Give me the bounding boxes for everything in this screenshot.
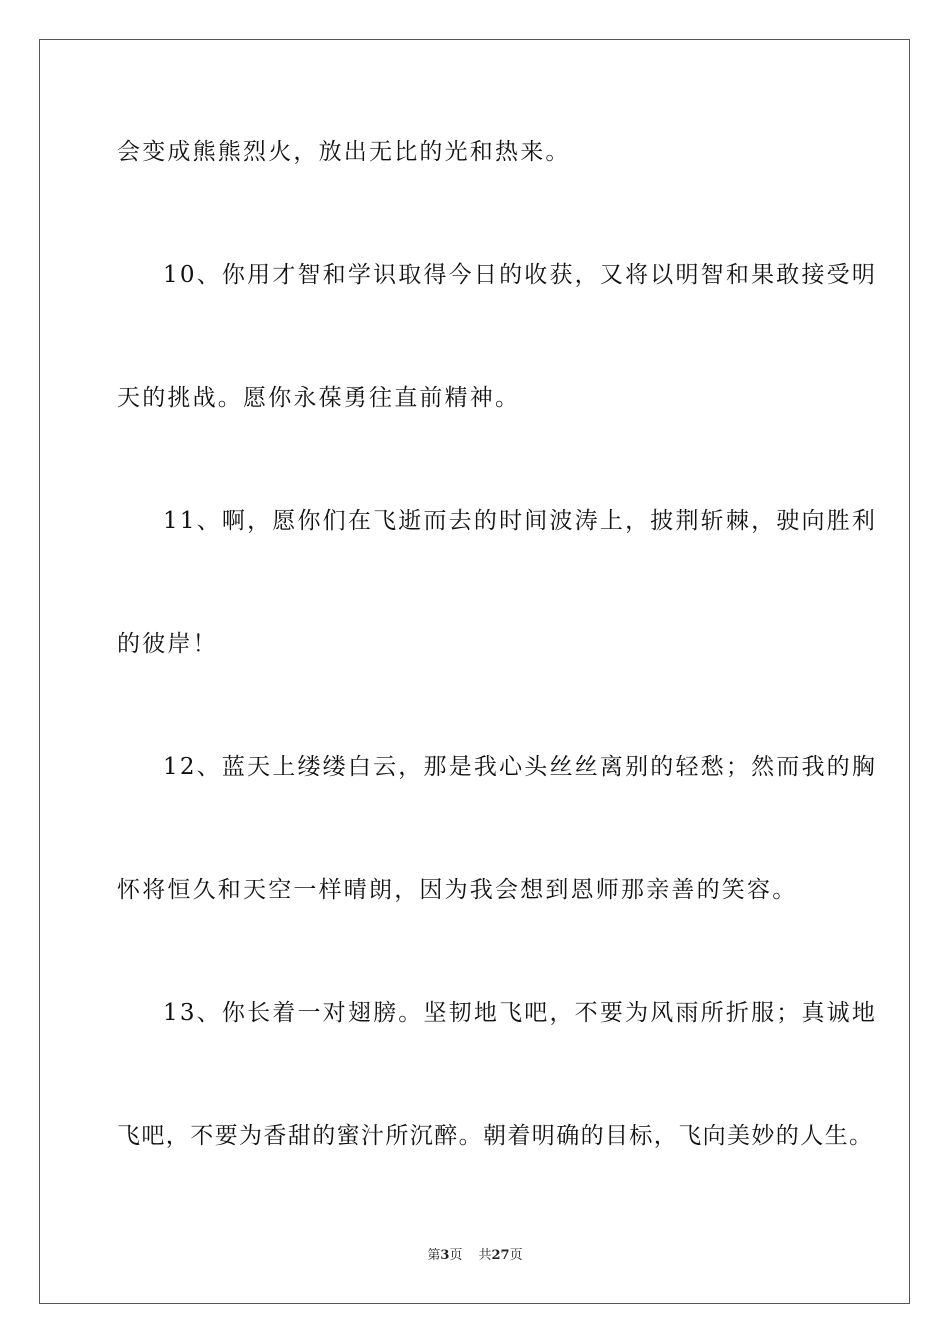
text-line-1: 会变成熊熊烈火，放出无比的光和热来。 (117, 139, 571, 165)
page-prefix: 第 (427, 1248, 441, 1263)
text-line-9: 飞吧，不要为香甜的蜜汁所沉醉。朝着明确的目标，飞向美妙的人生。 (117, 1123, 874, 1149)
page-border (39, 39, 910, 1304)
text-line-3: 天的挑战。愿你永葆勇往直前精神。 (117, 385, 521, 411)
text-line-7: 怀将恒久和天空一样晴朗，因为我会想到恩师那亲善的笑容。 (117, 877, 798, 903)
text-line-6: 12、蓝天上缕缕白云，那是我心头丝丝离别的轻愁；然而我的胸 (163, 754, 878, 780)
text-line-5: 的彼岸！ (117, 631, 218, 657)
text-line-2: 10、你用才智和学识取得今日的收获，又将以明智和果敢接受明 (163, 262, 878, 288)
page-footer (0, 1247, 950, 1265)
text-line-8: 13、你长着一对翅膀。坚韧地飞吧，不要为风雨所折服；真诚地 (163, 1000, 878, 1026)
total-pages: 27 (491, 1248, 510, 1263)
total-suffix: 页 (509, 1248, 523, 1263)
page-suffix: 页 (449, 1248, 463, 1263)
text-line-4: 11、啊，愿你们在飞逝而去的时间波涛上，披荆斩棘，驶向胜利 (163, 508, 878, 534)
total-prefix: 共 (478, 1248, 492, 1263)
page-number: 3 (440, 1248, 450, 1263)
